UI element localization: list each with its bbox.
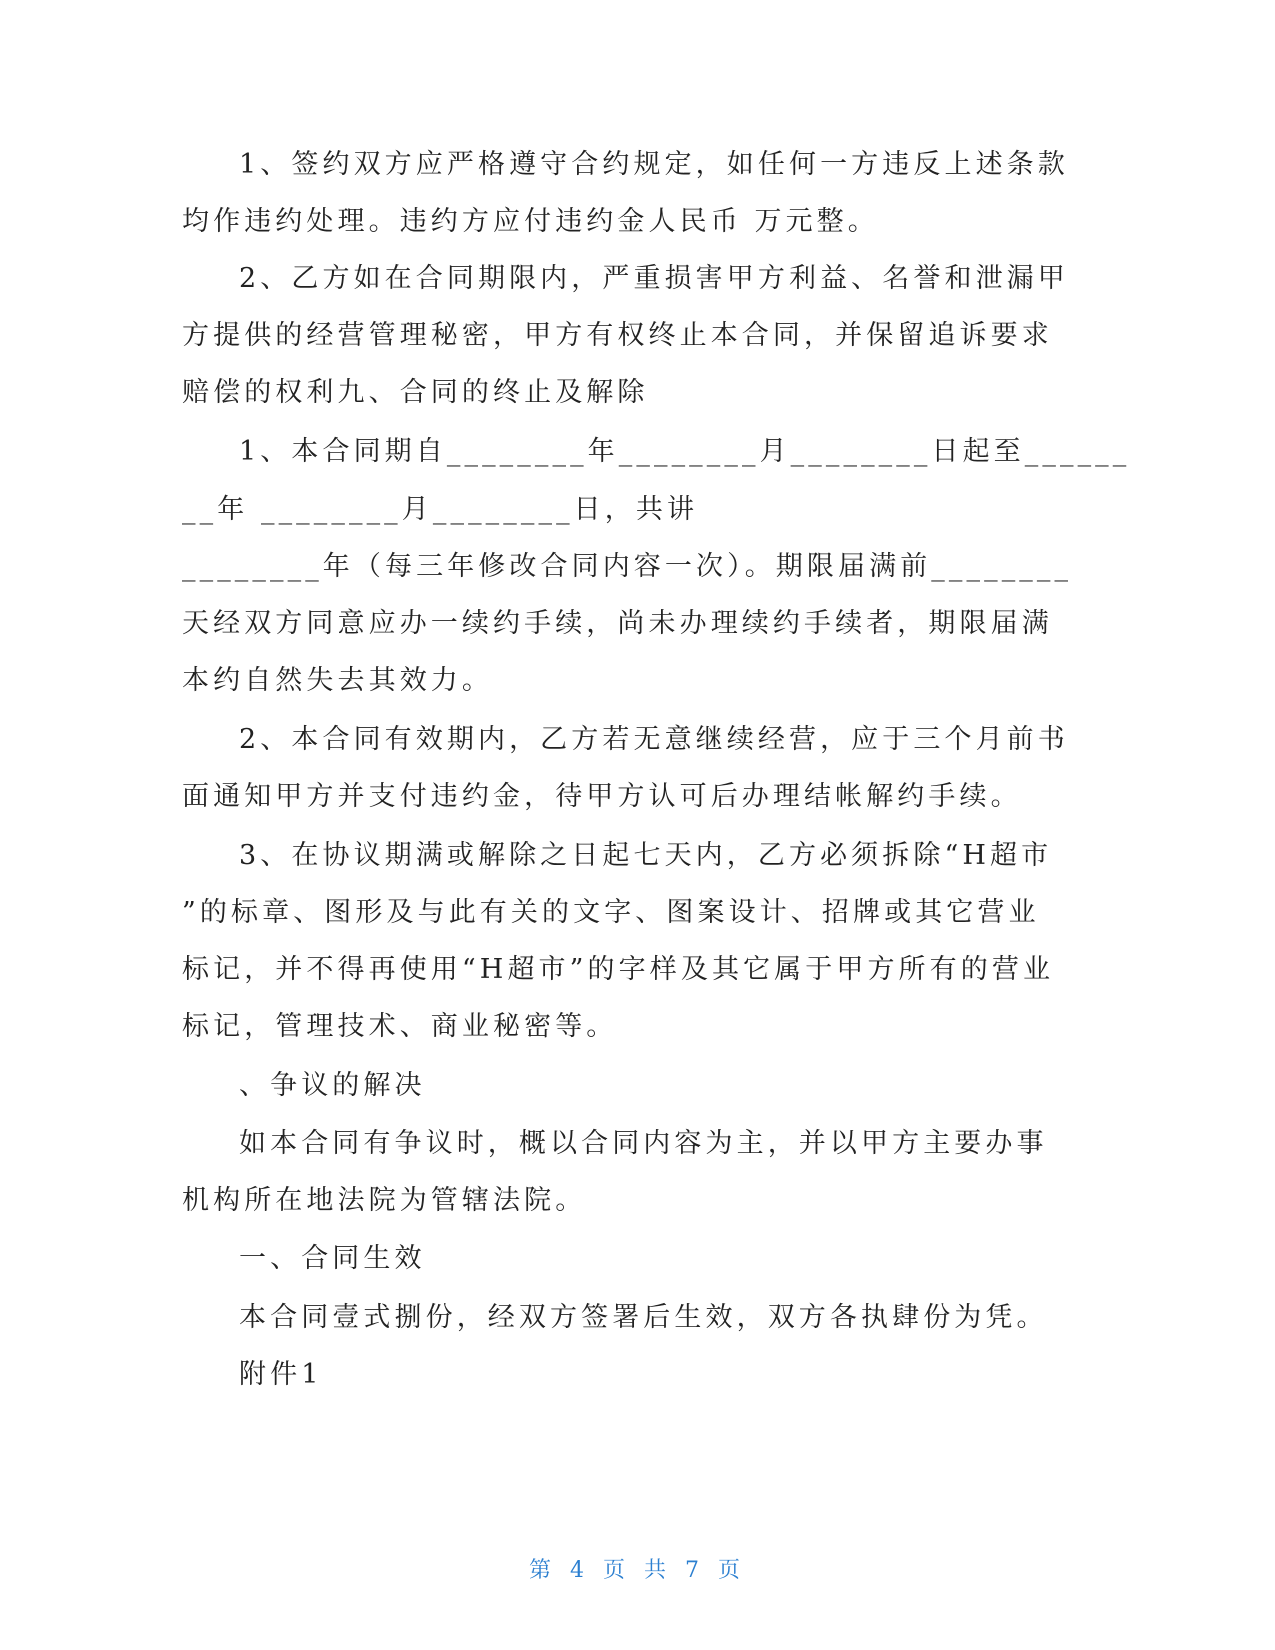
paragraph-line: 3、在协议期满或解除之日起七天内，乙方必须拆除“H超市 bbox=[239, 840, 1053, 871]
paragraph-line: 2、本合同有效期内，乙方若无意继续经营，应于三个月前书 bbox=[239, 724, 1069, 755]
page-number-footer: 第 4 页 共 7 页 bbox=[529, 1558, 746, 1583]
paragraph-line: 如本合同有争议时，概以合同内容为主，并以甲方主要办事 bbox=[239, 1128, 1048, 1159]
paragraph-line: ”的标章、图形及与此有关的文字、图案设计、招牌或其它营业 bbox=[182, 897, 1040, 928]
section-heading: 一、合同生效 bbox=[239, 1243, 426, 1274]
paragraph-line: 本约自然失去其效力。 bbox=[182, 665, 493, 696]
paragraph-line: 标记，管理技术、商业秘密等。 bbox=[182, 1011, 618, 1042]
paragraph-line: 面通知甲方并支付违约金，待甲方认可后办理结帐解约手续。 bbox=[182, 781, 1022, 812]
paragraph-line: 本合同壹式捌份，经双方签署后生效，双方各执肆份为凭。 bbox=[239, 1302, 1048, 1333]
paragraph-line: 天经双方同意应办一续约手续，尚未办理续约手续者，期限届满 bbox=[182, 608, 1053, 639]
paragraph-line: 1、签约双方应严格遵守合约规定，如任何一方违反上述条款 bbox=[239, 149, 1069, 180]
paragraph-line: 机构所在地法院为管辖法院。 bbox=[182, 1185, 587, 1216]
paragraph-line: 标记，并不得再使用“H超市”的字样及其它属于甲方所有的营业 bbox=[182, 954, 1055, 985]
paragraph-line: 均作违约处理。违约方应付违约金人民币 万元整。 bbox=[182, 206, 879, 237]
attachment-label: 附件1 bbox=[239, 1359, 323, 1390]
paragraph-line: 赔偿的权利九、合同的终止及解除 bbox=[182, 377, 649, 408]
paragraph-line: __年 ________月________日，共讲 bbox=[182, 494, 699, 525]
paragraph-line: 2、乙方如在合同期限内，严重损害甲方利益、名誉和泄漏甲 bbox=[239, 263, 1069, 294]
paragraph-line: 1、本合同期自________年________月________日起至______ bbox=[239, 436, 1131, 467]
paragraph-line: 方提供的经营管理秘密，甲方有权终止本合同，并保留追诉要求 bbox=[182, 320, 1053, 351]
section-heading: 、争议的解决 bbox=[239, 1070, 426, 1101]
paragraph-line: ________年（每三年修改合同内容一次）。期限届满前________ bbox=[182, 551, 1073, 582]
